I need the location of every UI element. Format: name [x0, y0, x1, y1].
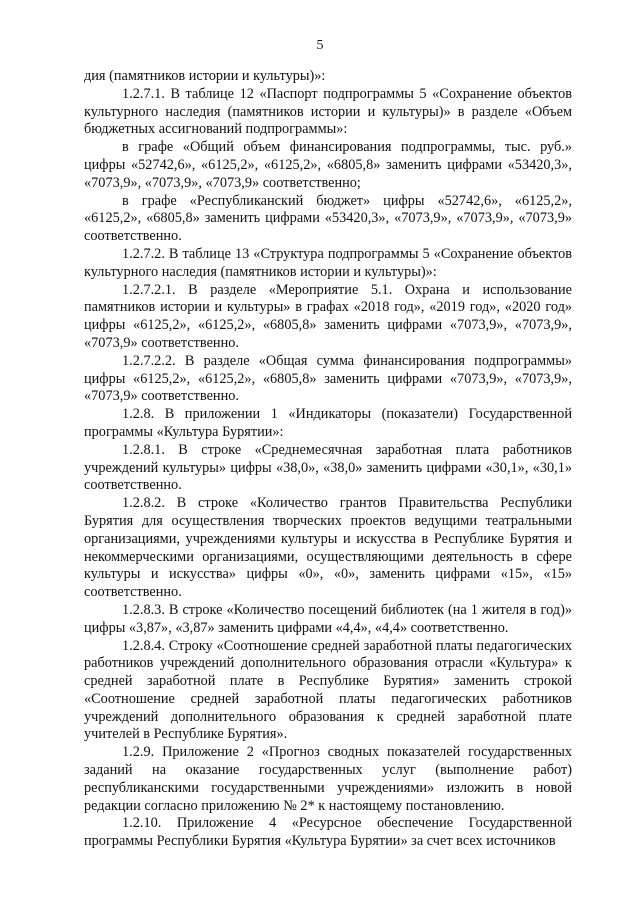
paragraph-total-financing: в графе «Общий объем финансирования подпрограммы, тыс. руб.» цифры «52742,6», «6125,2», «6125,2», «6805,8» заменить цифрами «53420,3», «7073,9», «7073,9», «7073,9» соответственно;: [84, 139, 572, 191]
paragraph-1-2-8: 1.2.8. В приложении 1 «Индикаторы (показатели) Государственной программы «Культура Бурятии»:: [84, 406, 572, 440]
paragraph-1-2-7-1: 1.2.7.1. В таблице 12 «Паспорт подпрограммы 5 «Сохранение объектов культурного наследия (памятников истории и культуры)» в разделе «Объем бюджетных ассигнований подпрограммы»:: [84, 85, 572, 138]
paragraph-1-2-8-1: 1.2.8.1. В строке «Среднемесячная заработная плата работников учреждений культуры» цифры «38,0», «38,0» заменить цифрами «30,1», «30,1» соответственно.: [84, 441, 572, 494]
paragraph-continuation: дия (памятников истории и культуры)»:: [84, 68, 326, 84]
paragraph-1-2-8-2: 1.2.8.2. В строке «Количество грантов Правительства Республики Бурятия для осуществления творческих проектов ведущими театральными организациями, учреждениями культуры и искусства в Республике Бурятия и некоммерческими организациями, осуществляющими деятельность в сфере культуры и искусства» цифры «0», «0», заменить цифрами «15», «15» соответственно.: [84, 495, 572, 601]
paragraph-republican-budget: в графе «Республиканский бюджет» цифры «52742,6», «6125,2», «6125,2», «6805,8» заменить цифрами «53420,3», «7073,9», «7073,9», «7073,9» соответственно.: [84, 192, 572, 245]
paragraph-1-2-8-3: 1.2.8.3. В строке «Количество посещений библиотек (на 1 жителя в год)» цифры «3,87», «3,87» заменить цифрами «4,4», «4,4» соответственно.: [84, 601, 572, 636]
paragraph-1-2-7-2: 1.2.7.2. В таблице 13 «Структура подпрограммы 5 «Сохранение объектов культурного наследия (памятников истории и культуры)»:: [84, 245, 572, 280]
paragraph-1-2-7-2-2: 1.2.7.2.2. В разделе «Общая сумма финансирования подпрограммы» цифры «6125,2», «6125,2», «6805,8» заменить цифрами «7073,9», «7073,9», «7073,9» соответственно.: [84, 352, 572, 405]
paragraph-1-2-9: 1.2.9. Приложение 2 «Прогноз сводных показателей государственных заданий на оказание государственных услуг (выполнение работ) республиканскими государственными учреждениями» изложить в новой редакции согласно приложению № 2* к настоящему постановлению.: [84, 744, 572, 814]
paragraph-1-2-8-4: 1.2.8.4. Строку «Соотношение средней заработной платы педагогических работников учреждений дополнительного образования отрасли «Культура» к средней заработной плате в Республике Бурятия» заменить строкой «Соотношение средней заработной платы педагогических работников учреждений дополнительного образования к средней заработной плате учителей в Республике Бурятия».: [84, 637, 572, 743]
paragraph-1-2-10: 1.2.10. Приложение 4 «Ресурсное обеспечение Государственной программы Республики Бурятия «Культура Бурятии» за счет всех источников: [84, 815, 572, 850]
document-body: [84, 68, 572, 851]
paragraph-1-2-7-2-1: 1.2.7.2.1. В разделе «Мероприятие 5.1. Охрана и использование памятников истории и культуры» в графах «2018 год», «2019 год», «2020 год» цифры «6125,2», «6125,2», «6805,8» заменить цифрами «7073,9», «7073,9», «7073,9» соответственно.: [84, 281, 572, 351]
page-number: 5: [316, 38, 324, 53]
